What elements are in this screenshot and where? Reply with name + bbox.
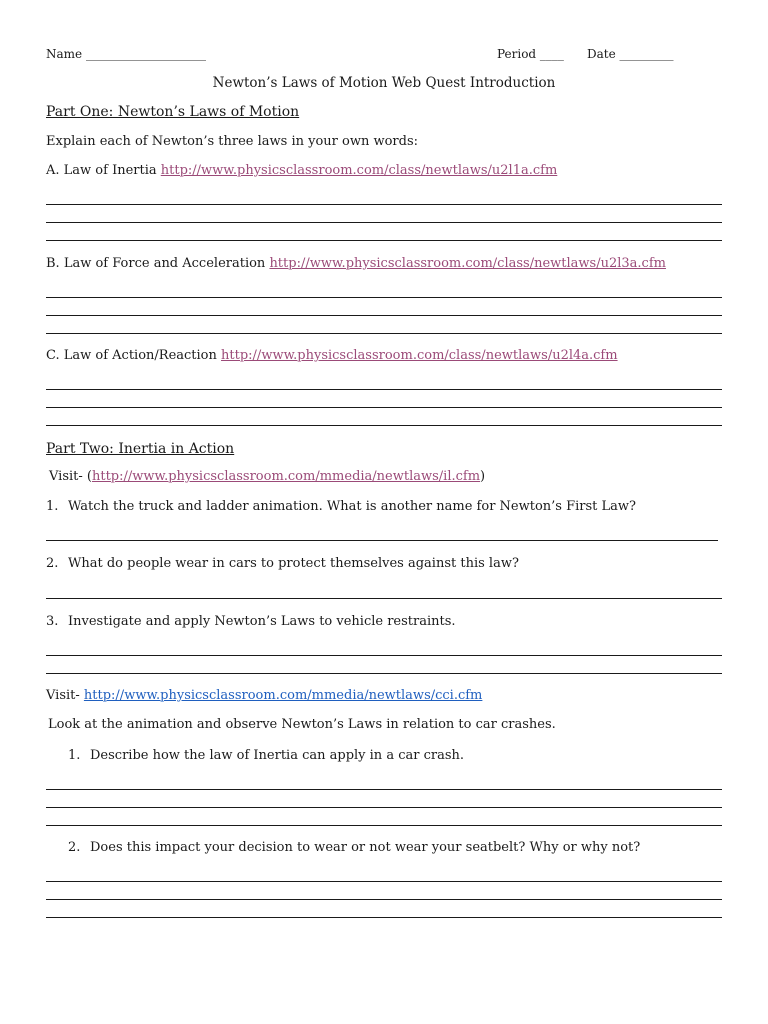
law-a-row [46, 163, 557, 178]
law-a-label: A. Law of Inertia [46, 163, 161, 178]
worksheet-title: Newton’s Laws of Motion Web Quest Introduction [212, 75, 556, 91]
question-number: 2. [46, 556, 59, 571]
period-field-label: Period ____ [497, 47, 564, 61]
law-b-link[interactable]: http://www.physicsclassroom.com/class/newtlaws/u2l3a.cfm [269, 256, 666, 271]
visit-crash-prefix: Visit- [46, 688, 84, 703]
law-a-link[interactable]: http://www.physicsclassroom.com/class/newtlaws/u2l1a.cfm [160, 163, 558, 178]
visit-crash-link[interactable]: http://www.physicsclassroom.com/mmedia/newtlaws/cci.cfm [83, 688, 483, 703]
law-c-row [46, 348, 618, 363]
visit-crash-row [46, 688, 482, 703]
question-2 [46, 556, 519, 571]
visit-inertia-prefix: Visit- ( [49, 469, 92, 484]
question-number: 1. [46, 499, 59, 514]
law-b-row [46, 256, 666, 271]
answer-line [46, 789, 722, 790]
law-c-link[interactable]: http://www.physicsclassroom.com/class/newtlaws/u2l4a.cfm [221, 348, 618, 363]
question-number: 1. [68, 748, 81, 763]
answer-line [46, 333, 722, 334]
answer-line [46, 598, 722, 599]
question-number: 3. [46, 614, 59, 629]
question-text: Investigate and apply Newton’s Laws to vehicle restraints. [68, 614, 456, 629]
visit-inertia-link[interactable]: http://www.physicsclassroom.com/mmedia/newtlaws/il.cfm [91, 469, 481, 484]
name-field-label: Name ____________________ [46, 47, 206, 61]
answer-line [46, 425, 722, 426]
answer-line [46, 540, 718, 541]
answer-line [46, 222, 722, 223]
observe-instruction: Look at the animation and observe Newton’s Laws in relation to car crashes. [48, 717, 556, 732]
answer-line [46, 315, 722, 316]
question-3 [46, 614, 456, 629]
question-text: Describe how the law of Inertia can apply in a car crash. [90, 748, 464, 763]
answer-line [46, 673, 722, 674]
question-1 [46, 499, 636, 514]
question-number: 2. [68, 840, 81, 855]
question-text: Does this impact your decision to wear or not wear your seatbelt? Why or why not? [90, 840, 641, 855]
part-one-instruction: Explain each of Newton’s three laws in your own words: [46, 134, 418, 149]
law-b-label: B. Law of Force and Acceleration [46, 256, 270, 271]
law-c-label: C. Law of Action/Reaction [46, 348, 222, 363]
visit-inertia-row [49, 469, 485, 484]
answer-line [46, 240, 722, 241]
answer-line [46, 297, 722, 298]
answer-line [46, 204, 722, 205]
answer-line [46, 917, 722, 918]
part-one-heading: Part One: Newton’s Laws of Motion [46, 104, 300, 120]
question-text: What do people wear in cars to protect themselves against this law? [68, 556, 519, 571]
crash-question-2 [68, 840, 640, 855]
answer-line [46, 881, 722, 882]
answer-line [46, 389, 722, 390]
answer-line [46, 655, 722, 656]
crash-question-1 [68, 748, 464, 763]
answer-line [46, 407, 722, 408]
part-two-heading: Part Two: Inertia in Action [46, 441, 235, 457]
visit-inertia-suffix: ) [480, 469, 486, 484]
answer-line [46, 825, 722, 826]
question-text: Watch the truck and ladder animation. What is another name for Newton’s First Law? [68, 499, 636, 514]
answer-line [46, 899, 722, 900]
date-field-label: Date _________ [587, 47, 674, 61]
answer-line [46, 807, 722, 808]
